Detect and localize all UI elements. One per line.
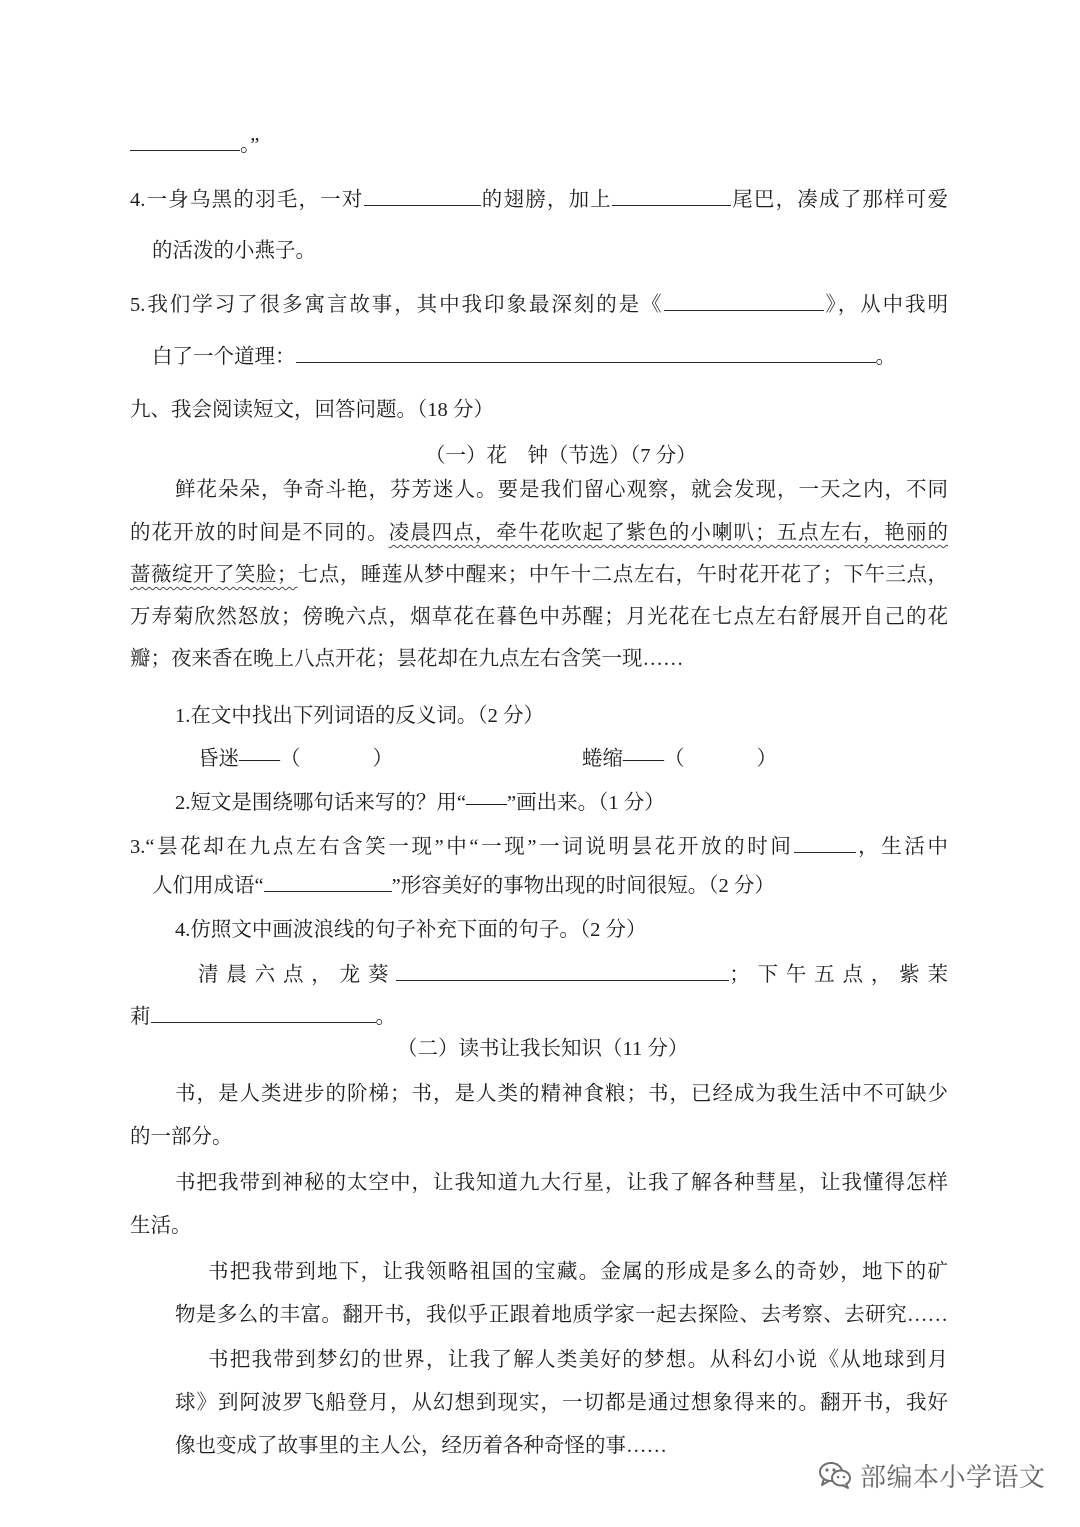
answer-blank [151,1002,376,1023]
line-text: 尾巴，凑成了那样可爱 [731,189,949,211]
passage2-line: 书把我带到地下，让我领略祖国的宝藏。金属的形成是多么的奇妙，地下的矿 [208,1261,948,1283]
passage1-line: 鲜花朵朵，争奇斗艳，芬芳迷人。要是我们留心观察，就会发现，一天之内，不同 [175,479,948,501]
question-3-line-2 [152,871,775,901]
line-text: 。 [375,1006,396,1028]
passage1-title: （一）花 钟（节选）（7 分） [425,445,697,467]
question-2: 2.短文是围绕哪句话来写的？用“——”画出来。（1 分） [175,792,665,814]
line-text: 5.我们学习了很多寓言故事，其中我印象最深刻的是《 [130,294,664,316]
line-text: 。” [240,134,260,156]
line-text: 。 [875,346,896,368]
passage2-line: 像也变成了故事里的主人公，经历着各种奇怪的事…… [175,1435,667,1457]
watermark [818,1458,1046,1492]
line-text: 的翅膀，加上 [480,189,612,211]
passage2-line: 书把我带到梦幻的世界，让我了解人类美好的梦想。从科幻小说《从地球到月 [208,1349,948,1371]
question-4: 4.仿照文中画波浪线的句子补充下面的句子。（2 分） [175,919,647,941]
section-heading: 九、我会阅读短文，回答问题。（18 分） [130,399,494,421]
question-4-line-1 [198,960,948,990]
question-4-line-2 [130,1002,396,1032]
line-text: 》，从中我明 [823,294,949,316]
answer-blank [364,185,481,206]
line-text: 的花开放的时间是不同的。 [130,522,389,544]
q4-fill-line-1 [130,185,948,215]
line-text: 4.一身乌黑的羽毛，一对 [130,189,364,211]
prev-question-line [130,130,259,160]
wavy-underlined-sentence: 凌晨四点，牵牛花吹起了紫色的小喇叭；五点左右，艳丽的 [388,522,949,544]
wavy-underlined-sentence: 蔷薇绽开了笑脸； [130,564,298,586]
passage2-line: 球》到阿波罗飞船登月，从幻想到现实，一切都是通过想象得来的。翻开书，我好 [175,1392,948,1414]
answer-blank [794,832,856,853]
line-text: 白了一个道理： [152,346,296,368]
wechat-icon [818,1460,852,1490]
line-text: ，生活中 [855,836,948,858]
antonym-item [582,744,777,774]
passage2-line: 书把我带到神秘的太空中，让我知道九大行星，让我了解各种彗星，让我懂得怎样 [175,1172,948,1194]
answer-blank [612,185,731,206]
line-text: 清晨六点，龙葵 [198,964,397,986]
antonym-word: 昏迷——（ [198,748,301,770]
line-text: 莉 [130,1006,151,1028]
answer-blank [664,290,824,311]
passage2-line: 的一部分。 [130,1126,233,1148]
passage2-line: 物是多么的丰富。翻开书，我似乎正跟着地质学家一起去探险、去考察、去研究…… [175,1304,948,1326]
q5-fill-line-2 [152,342,896,372]
passage2-line: 书，是人类进步的阶梯；书，是人类的精神食粮；书，已经成为我生活中不可缺少 [175,1083,948,1105]
passage1-line: 万寿菊欣然怒放；傍晚六点，烟草花在暮色中苏醒；月光花在七点左右舒展开自己的花 [130,606,948,628]
answer-blank [396,960,729,981]
question-1: 1.在文中找出下列词语的反义词。（2 分） [175,705,544,727]
answer-blank [264,871,392,892]
passage2-line: 生活。 [130,1215,192,1237]
passage2-title: （二）读书让我长知识（11 分） [397,1038,689,1060]
answer-blank [130,130,240,151]
line-text: 七点，睡莲从梦中醒来；中午十二点左右，午时花开花了；下午三点， [297,564,949,586]
antonym-item [198,744,393,774]
q4-fill-line-2: 的活泼的小燕子。 [152,240,316,262]
line-text: 3.“昙花却在九点左右含笑一现”中“一现”一词说明昙花开放的时间 [130,836,794,858]
answer-blank [296,342,876,363]
line-text: 人们用成语“ [152,875,264,897]
passage1-line [130,518,948,548]
passage1-line [130,560,948,590]
bracket-close: ） [372,748,393,770]
question-3-line-1 [130,832,948,862]
passage1-line: 瓣；夜来香在晚上八点开花；昙花却在九点左右含笑一现…… [130,648,684,670]
antonym-word: 蜷缩——（ [582,748,685,770]
q5-fill-line-1 [130,290,948,320]
bracket-close: ） [756,748,777,770]
line-text: ；下午五点，紫茉 [729,964,948,986]
watermark-text: 部编本小学语文 [860,1462,1046,1493]
line-text: ”形容美好的事物出现的时间很短。（2 分） [391,875,775,897]
